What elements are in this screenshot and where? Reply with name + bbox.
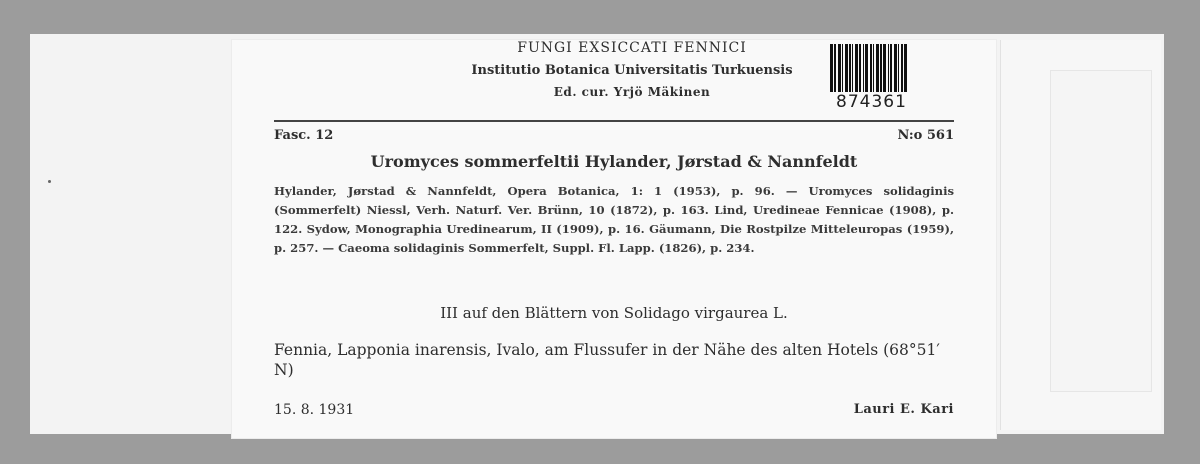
institution: Institutio Botanica Universitatis Turkuensis — [471, 63, 793, 78]
barcode — [830, 44, 934, 92]
envelope-flap-inner — [1050, 70, 1152, 392]
barcode-number: 874361 — [836, 92, 907, 112]
collection-date: 15. 8. 1931 — [274, 402, 355, 418]
specimen-number: N:o 561 — [897, 128, 954, 143]
series-title: FUNGI EXSICCATI FENNICI — [517, 40, 747, 56]
divider — [274, 120, 954, 122]
editor: Ed. cur. Yrjö Mäkinen — [553, 85, 711, 99]
references: Hylander, Jørstad & Nannfeldt, Opera Botanica, 1: 1 (1953), p. 96. — Uromyces solidaginis (Sommerfelt) Niessl, Verh. Naturf. Ver. Brünn, 10 (1872), p. 163. Lind, Uredineae Fennicae (1908), p. 122. Sydow, Monographia Uredinearum, II (1909), p. 16. Gäumann, Die Rostpilze Mitteleuropas (1959), p. 257. — Caeoma solidaginis Sommerfelt, Suppl. Fl. Lapp. (1826), p. 234. — [274, 184, 954, 255]
collector: Lauri E. Kari — [853, 402, 954, 417]
species-name: Uromyces sommerfeltii Hylander, Jørstad & Nannfeldt — [370, 152, 858, 171]
herbarium-label — [232, 40, 996, 438]
envelope-mark — [48, 180, 51, 183]
host-note: III auf den Blättern von Solidago virgaurea L. — [440, 304, 788, 322]
locality: Fennia, Lapponia inarensis, Ivalo, am Flussufer in der Nähe des alten Hotels (68°51′ N) — [274, 341, 940, 379]
fascicle: Fasc. 12 — [274, 128, 334, 143]
